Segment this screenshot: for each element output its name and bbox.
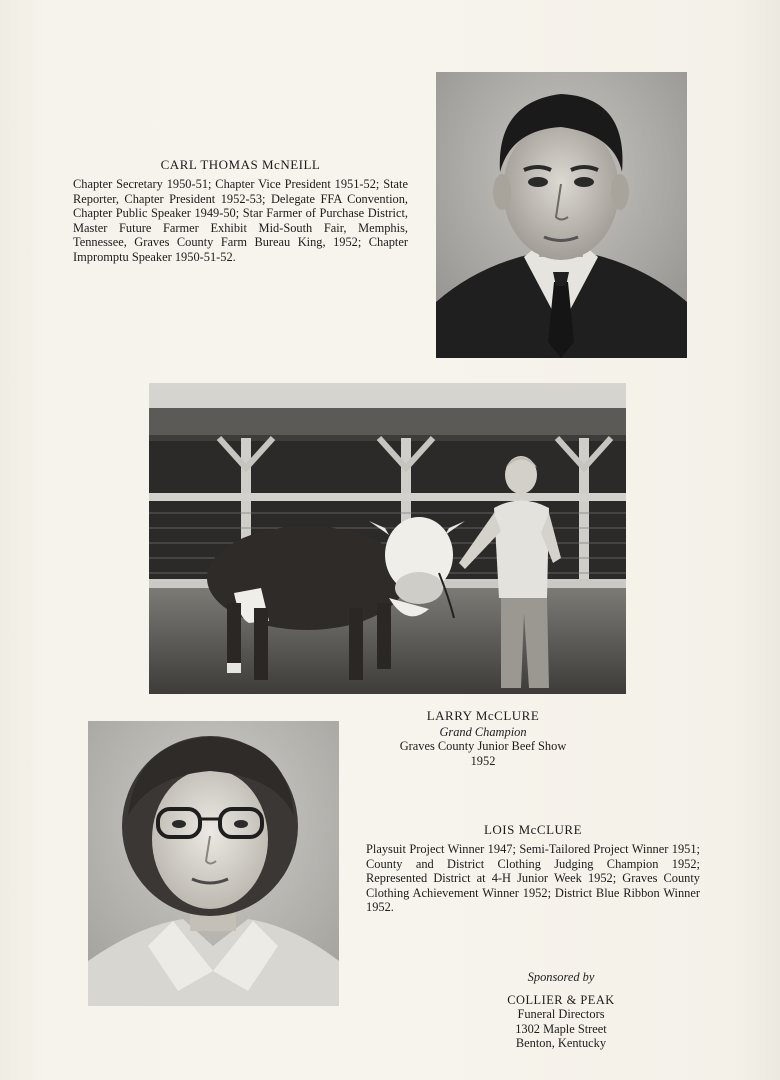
lois-portrait-photo [88,721,339,1006]
lois-name: LOIS McCLURE [483,822,583,837]
sponsor-block [470,970,652,1051]
steer-show-photo [149,383,626,694]
carl-portrait-photo [436,72,687,358]
sponsor-street: 1302 Maple Street [515,1021,607,1036]
larry-caption [372,709,594,768]
lois-bio-text: Playsuit Project Winner 1947; Semi-Tailored Project Winner 1951; County and District Clothing Judging Champion 1952; Represented District at 4-H Junior Week 1952; Graves County Clothing Achievement Winner 1952; District Blue Ribbon Winner 1952. [366,842,700,915]
lois-bio-block [366,822,700,915]
sponsor-firm-name: COLLIER & PEAK [507,992,615,1007]
larry-event: Graves County Junior Beef Show [399,739,567,754]
carl-bio-block [73,157,408,265]
sponsored-by-label: Sponsored by [527,970,595,984]
sponsor-city: Benton, Kentucky [515,1036,607,1051]
larry-year: 1952 [470,753,496,768]
sponsor-business: Funeral Directors [517,1007,605,1022]
carl-name: CARL THOMAS McNEILL [160,157,321,172]
larry-award: Grand Champion [439,724,527,739]
larry-name: LARRY McCLURE [426,708,540,723]
carl-bio-text: Chapter Secretary 1950-51; Chapter Vice President 1951-52; State Reporter, Chapter President 1952-53; Delegate FFA Convention, Chapter Public Speaker 1949-50; Star Farmer of Purchase District, Master Future Farmer Exhibit Mid-South Fair, Memphis, Tennessee, Graves County Farm Bureau King, 1952; Chapter Impromptu Speaker 1950-51-52. [73,177,408,264]
